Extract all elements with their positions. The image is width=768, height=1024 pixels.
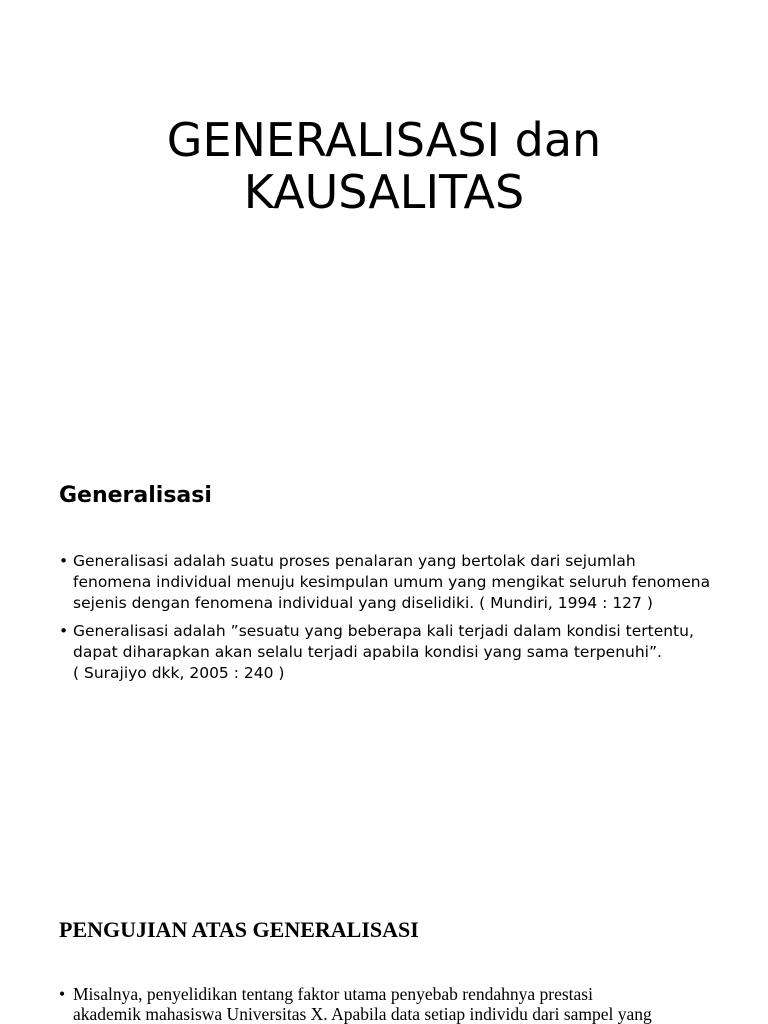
bullet-text-line: sejenis dengan fenomena individual yang diselidiki. ( Mundiri, 1994 : 127 ) <box>73 594 653 612</box>
title-line-2: KAUSALITAS <box>243 165 525 219</box>
bullet-item <box>59 551 719 614</box>
section-heading-pengujian: PENGUJIAN ATAS GENERALISASI <box>59 917 419 942</box>
bullet-text-line: Generalisasi adalah ”sesuatu yang beberapa kali terjadi dalam kondisi tertentu, <box>73 622 694 640</box>
bullet-item <box>59 984 719 1024</box>
bullet-icon: • <box>59 984 66 1004</box>
title-line-1: GENERALISASI dan <box>166 113 602 167</box>
generalisasi-bullet-list <box>59 551 719 691</box>
bullet-text-line: fenomena individual menuju kesimpulan umum yang mengikat seluruh fenomena <box>73 573 711 591</box>
section-heading-generalisasi: Generalisasi <box>59 483 212 508</box>
bullet-icon: • <box>59 622 69 640</box>
page-title <box>0 114 768 218</box>
bullet-text-line: akademik mahasiswa Universitas X. Apabila data setiap individu dari sampel yang <box>73 1004 652 1024</box>
pengujian-bullet-list <box>59 984 719 1024</box>
bullet-item <box>59 621 719 684</box>
bullet-text-line: Generalisasi adalah suatu proses penalaran yang bertolak dari sejumlah <box>73 552 636 570</box>
bullet-icon: • <box>59 552 69 570</box>
bullet-text-line: dapat diharapkan akan selalu terjadi apabila kondisi yang sama terpenuhi”. <box>73 643 662 661</box>
bullet-text-line: Misalnya, penyelidikan tentang faktor utama penyebab rendahnya prestasi <box>73 984 593 1004</box>
bullet-text-line: ( Surajiyo dkk, 2005 : 240 ) <box>73 664 285 682</box>
